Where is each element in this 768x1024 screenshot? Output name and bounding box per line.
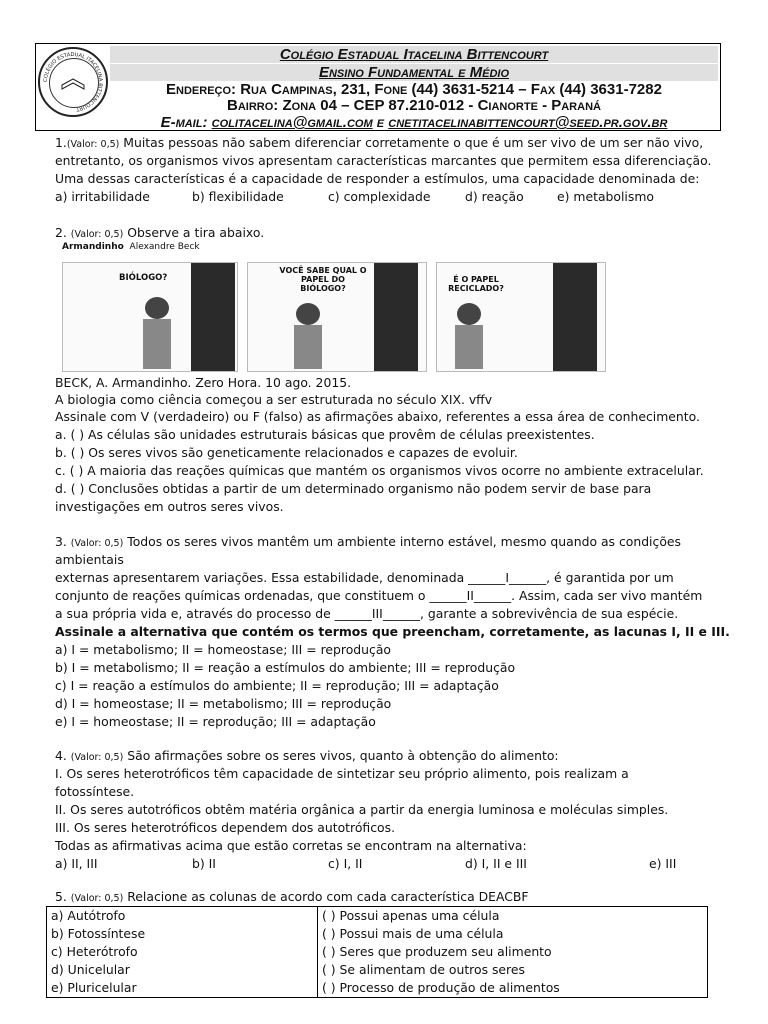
q4-statement-1-cont: fotossíntese. [55, 784, 135, 799]
seal-ring-text [40, 49, 106, 115]
q5-line-1 [55, 888, 715, 908]
table-row [47, 907, 708, 998]
q2-item-d-cont: investigações em outros seres vivos. [55, 499, 284, 514]
q3-option-c[interactable]: c) I = reação a estímulos do ambiente; II = reprodução; III = adaptação [55, 678, 499, 693]
q2-number: 2. [55, 225, 67, 240]
q2-line-3: Assinale com V (verdadeiro) ou F (falso) as afirmações abaixo, referentes a essa área de conhecimento. [55, 409, 700, 424]
comic-panel-3 [436, 262, 606, 372]
q4-option-a[interactable]: a) II, III [55, 856, 98, 871]
q2-intro: Observe a tira abaixo. [127, 225, 265, 240]
q3-option-a[interactable]: a) I = metabolismo; II = homeostase; III = reprodução [55, 642, 391, 657]
comic-bubble-1: BIÓLOGO? [119, 273, 168, 283]
q4-intro: São afirmações sobre os seres vivos, quanto à obtenção do alimento: [127, 748, 559, 763]
school-level: Ensino Fundamental e Médio [110, 64, 718, 81]
character-head [145, 297, 169, 319]
character-body [455, 325, 483, 369]
q3-line-3: externas apresentarem variações. Essa estabilidade, denominada ______I______, é garantida por um [55, 570, 674, 585]
q1-line-1 [55, 134, 715, 154]
left-item-b: b) Fotossíntese [51, 926, 146, 941]
school-email-line [110, 114, 718, 131]
left-item-a: a) Autótrofo [51, 908, 126, 923]
q2-item-d[interactable]: d. ( ) Conclusões obtidas a partir de um determinado organismo não podem servir de base para [55, 481, 652, 496]
q1-number: 1. [55, 135, 67, 150]
svg-text:COLÉGIO ESTADUAL ITACELINA BIT: COLÉGIO ESTADUAL ITACELINA BITTENCOURT [42, 51, 104, 112]
q4-question: Todas as afirmativas acima que estão corretas se encontram na alternativa: [55, 838, 527, 853]
matching-table [46, 906, 708, 998]
q2-line-1 [55, 224, 715, 244]
school-address: Endereço: Rua Campinas, 231, Fone (44) 3631-5214 – Fax (44) 3631-7282 [166, 81, 662, 98]
q4-statement-1: I. Os seres heterotróficos têm capacidade de sintetizar seu próprio alimento, pois realizam a [55, 766, 629, 781]
q3-line-5: a sua própria vida e, através do processo de ______III______, garante a sobrevivência de sua espécie. [55, 606, 679, 621]
left-item-e: e) Pluricelular [51, 980, 137, 995]
q2-valor: (Valor: 0,5) [70, 229, 124, 240]
q4-option-b[interactable]: b) II [192, 856, 216, 871]
q4-option-d[interactable]: d) I, II e III [465, 856, 527, 871]
q3-instruction: Assinale a alternativa que contém os termos que preencham, corretamente, as lacunas I, II e III. [55, 624, 730, 639]
q1-line-2: entretanto, os organismos vivos apresentam características marcantes que permitem essa diferenciação. [55, 153, 712, 168]
q1-text-1: Muitas pessoas não sabem diferenciar corretamente o que é um ser vivo de um ser não vivo, [123, 135, 704, 150]
q3-text-1: Todos os seres vivos mantêm um ambiente interno estável, mesmo quando as condições [127, 534, 681, 549]
comic-title: Armandinho [62, 242, 124, 252]
email-separator: e [376, 114, 385, 131]
right-item-2[interactable]: ( ) Possui mais de uma célula [322, 926, 504, 941]
q2-item-c[interactable]: c. ( ) A maioria das reações químicas que mantém os organismos vivos ocorre no ambiente extracelular. [55, 463, 704, 478]
school-district: Bairro: Zona 04 – CEP 87.210-012 - Cianorte - Paraná [227, 97, 601, 114]
q2-line-2: A biologia como ciência começou a ser estruturada no século XIX. vffv [55, 392, 493, 407]
character-head [457, 303, 481, 325]
q1-valor: (Valor: 0,5) [66, 139, 120, 150]
comic-source: BECK, A. Armandinho. Zero Hora. 10 ago. 2015. [55, 375, 352, 390]
q3-line-4: conjunto de reações químicas ordenadas, que constituem o ______II______. Assim, cada ser vivo mantém [55, 588, 703, 603]
character-body [294, 325, 322, 369]
q3-line-2: ambientais [55, 552, 124, 567]
left-item-d: d) Unicelular [51, 962, 130, 977]
q4-option-c[interactable]: c) I, II [328, 856, 363, 871]
comic-panel-1 [62, 262, 238, 372]
q1-option-c[interactable]: c) complexidade [328, 189, 431, 204]
q2-item-a[interactable]: a. ( ) As células são unidades estruturais básicas que provêm de células preexistentes. [55, 427, 595, 442]
comic-credit [62, 242, 200, 252]
q3-option-b[interactable]: b) I = metabolismo; II = reação a estímulos do ambiente; III = reprodução [55, 660, 516, 675]
q3-number: 3. [55, 534, 67, 549]
q5-number: 5. [55, 889, 67, 904]
school-seal-logo [38, 47, 108, 117]
q1-option-b[interactable]: b) flexibilidade [192, 189, 284, 204]
right-item-4[interactable]: ( ) Se alimentam de outros seres [322, 962, 525, 977]
email-link-1[interactable]: colitacelina@gmail.com [211, 114, 373, 131]
q1-option-a[interactable]: a) irritabilidade [55, 189, 150, 204]
right-item-5[interactable]: ( ) Processo de produção de alimentos [322, 980, 560, 995]
adult-legs [191, 263, 235, 371]
q4-options [55, 855, 715, 873]
adult-legs [374, 263, 418, 371]
q5-valor: (Valor: 0,5) [70, 893, 124, 904]
email-label: E-mail: [160, 114, 208, 131]
q4-statement-2: II. Os seres autotróficos obtêm matéria orgânica a partir da energia luminosa e moléculas simples. [55, 802, 669, 817]
q1-option-e[interactable]: e) metabolismo [557, 189, 654, 204]
school-name: Colégio Estadual Itacelina Bittencourt [110, 46, 718, 63]
comic-panel-2 [247, 262, 427, 372]
q4-option-e[interactable]: e) III [649, 856, 677, 871]
right-item-3[interactable]: ( ) Seres que produzem seu alimento [322, 944, 552, 959]
comic-bubble-2: VOCÊ SABE QUAL O PAPEL DO BIÓLOGO? [279, 266, 367, 293]
character-head [296, 303, 320, 325]
q3-option-d[interactable]: d) I = homeostase; II = metabolismo; III = reprodução [55, 696, 392, 711]
q3-line-1 [55, 533, 715, 553]
q3-option-e[interactable]: e) I = homeostase; II = reprodução; III = adaptação [55, 714, 376, 729]
q5-intro: Relacione as colunas de acordo com cada característica DEACBF [127, 889, 529, 904]
right-item-1[interactable]: ( ) Possui apenas uma célula [322, 908, 500, 923]
q1-line-3: Uma dessas características é a capacidade de responder a estímulos, uma capacidade denominada de: [55, 171, 700, 186]
q2-item-b[interactable]: b. ( ) Os seres vivos são geneticamente relacionados e capazes de evoluir. [55, 445, 518, 460]
q4-line-1 [55, 747, 715, 767]
q4-valor: (Valor: 0,5) [70, 752, 124, 763]
q3-valor: (Valor: 0,5) [70, 538, 124, 549]
character-body [143, 319, 171, 369]
email-link-2[interactable]: cnetitacelinabittencourt@seed.pr.gov.br [388, 114, 668, 131]
left-item-c: c) Heterótrofo [51, 944, 138, 959]
comic-bubble-3: É O PAPEL RECICLADO? [448, 275, 504, 293]
q4-number: 4. [55, 748, 67, 763]
comic-author: Alexandre Beck [129, 242, 200, 252]
q1-option-d[interactable]: d) reação [465, 189, 524, 204]
adult-legs [553, 263, 597, 371]
q1-options [55, 188, 715, 206]
q4-statement-3: III. Os seres heterotróficos dependem dos autotróficos. [55, 820, 396, 835]
